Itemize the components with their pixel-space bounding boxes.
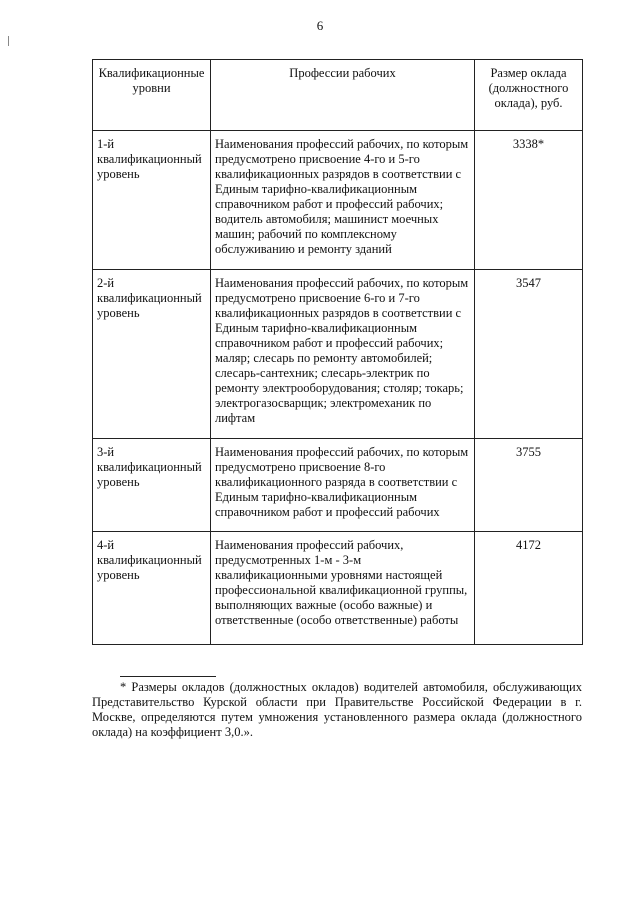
table-row [93,532,583,645]
header-salary: Размер оклада (должностного оклада), руб. [475,60,583,131]
level-cell: 3-й квалификационный уровень [93,439,211,532]
level-cell: 2-й квалификационный уровень [93,270,211,439]
table-row [93,439,583,532]
salary-cell: 3755 [475,439,583,532]
salary-cell: 3338* [475,131,583,270]
table-header-row [93,60,583,131]
level-cell: 1-й квалификационный уровень [93,131,211,270]
header-levels: Квалификационные уровни [93,60,211,131]
header-professions: Профессии рабочих [211,60,475,131]
salary-cell: 4172 [475,532,583,645]
margin-mark [8,36,9,46]
professions-cell: Наименования профессий рабочих, по которым предусмотрено присвоение 8-го квалификационного разряда в соответствии с Единым тарифно-квалификационным справочником работ и профессий рабочих [211,439,475,532]
page-number: 6 [316,18,324,33]
salary-table [92,59,583,645]
footnote-divider [120,676,216,677]
professions-cell: Наименования профессий рабочих, по которым предусмотрено присвоение 4-го и 5-го квалификационных разрядов в соответствии с Единым тарифно-квалификационным справочником работ и профессий рабочих; водитель автомобиля; машинист моечных машин; рабочий по комплексному обслуживанию и ремонту зданий [211,131,475,270]
table-row [93,131,583,270]
professions-cell: Наименования профессий рабочих, по которым предусмотрено присвоение 6-го и 7-го квалификационных разрядов в соответствии с Единым тарифно-квалификационным справочником работ и профессий рабочих; маляр; слесарь по ремонту автомобилей; слесарь-сантехник; слесарь-электрик по ремонту электрооборудования; столяр; токарь; электрогазосварщик; электромеханик по лифтам [211,270,475,439]
salary-cell: 3547 [475,270,583,439]
table-row [93,270,583,439]
level-cell: 4-й квалификационный уровень [93,532,211,645]
footnote: * Размеры окладов (должностных окладов) водителей автомобиля, обслуживающих Представительство Курской области при Правительстве Российской Федерации в г. Москве, определяются путем умножения установленного размера оклада (должностного оклада) на коэффициент 3,0.». [92,680,582,739]
professions-cell: Наименования профессий рабочих, предусмотренных 1-м - 3-м квалификационными уровнями настоящей профессиональной квалификационной группы, выполняющих важные (особо важные) и ответственные (особо ответственные) работы [211,532,475,645]
